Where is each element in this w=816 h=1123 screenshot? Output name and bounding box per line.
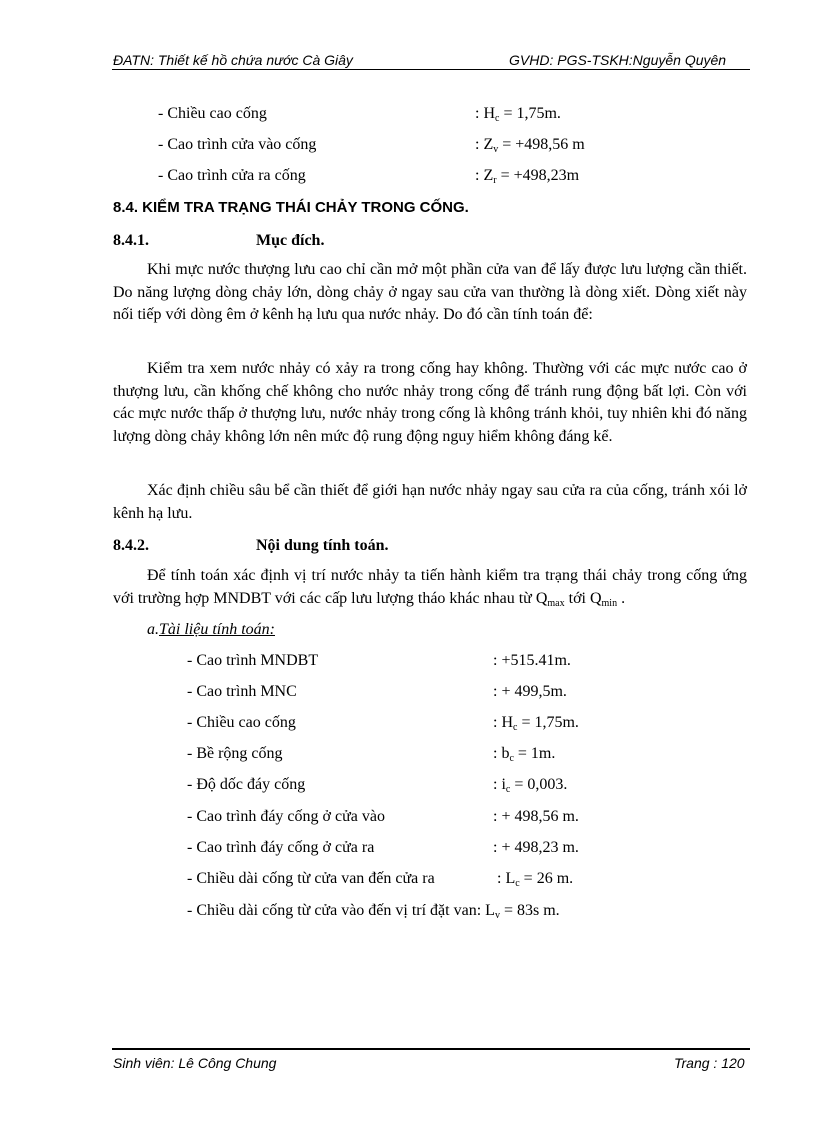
data-label: - Cao trình đáy cống ở cửa ra [187,839,375,856]
top-spec-value: : $Z_v = +498,56$ m [475,136,585,155]
footer-left: Sinh viên: Lê Công Chung [113,1055,277,1071]
subsection-number: 8.4.2. [113,537,149,554]
top-spec-label: - Chiều cao cống [158,105,267,122]
section-heading: 8.4. KIỂM TRA TRẠNG THÁI CHẢY TRONG CỐNG. [113,199,469,216]
data-label: - Cao trình MNDBT [187,652,319,669]
data-value: : $b_c = 1m$. [493,745,556,764]
data-value: : + 498,23 m. [493,839,579,856]
data-label: - Cao trình đáy cống ở cửa vào [187,808,385,825]
subsection-number: 8.4.1. [113,232,149,249]
paragraph: Kiểm tra xem nước nhảy có xảy ra trong cống hay không. Thường với các mực nước cao ở thượng lưu, cần khống chế không cho nước nhảy trong cống để tránh rung động bất lợi. Còn với các mực nước thấp ở thượng lưu, nước nhảy trong cống là không tránh khỏi, tuy nhiên khi đó năng lượng dòng chảy không lớn nên mức độ rung động nguy hiểm không đáng kể. [113,360,747,445]
data-label: - Bề rộng cống [187,745,283,762]
header-right: GVHD: PGS-TSKH:Nguyễn Quyên [509,52,727,68]
top-spec-value: : $Z_r = +498,23m$ [475,167,580,186]
sub-heading: a.Tài liệu tính toán: [147,621,275,638]
subsection-title: Nội dung tính toán. [256,537,389,554]
data-value: : $i_c = 0,003$. [493,776,568,795]
data-label: - Chiều cao cống [187,714,296,731]
data-value: : + 498,56 m. [493,808,579,825]
paragraph: Để tính toán xác định vị trí nước nhảy ta tiến hành kiểm tra trạng thái chảy trong cống ứng với trường hợp MNDBT với các cấp lưu lượng tháo khác nhau từ $Q_{max}$ tới $Q_{min}$ . [113,567,747,609]
paragraph: Xác định chiều sâu bể cần thiết để giới hạn nước nhảy ngay sau cửa ra của cống, tránh xói lở kênh hạ lưu. [113,482,747,522]
top-spec-value: : $H_c = 1,75m$. [475,105,561,124]
footer-rule [112,1048,750,1050]
data-value: : $L_c = 26$ m. [497,870,574,889]
data-label: - Chiều dài cống từ cửa van đến cửa ra [187,870,435,887]
data-value: : +515.41m. [493,652,571,669]
data-value: : + 499,5m. [493,683,567,700]
footer-page-number: Trang : 120 [674,1055,745,1071]
header-rule [112,69,750,70]
data-row-last: - Chiều dài cống từ cửa vào đến vị trí đặt van: $L_v = 83s$ m. [187,902,560,921]
paragraph: Khi mực nước thượng lưu cao chỉ cần mở một phần cửa van để lấy được lưu lượng cần thiết. Do năng lượng dòng chảy lớn, dòng chảy ở ngay sau cửa van thường là dòng xiết. Dòng xiết này nối tiếp với dòng êm ở kênh hạ lưu qua nước nhảy. Do đó cần tính toán để: [113,261,747,323]
top-spec-label: - Cao trình cửa ra cống [158,167,306,184]
data-label: - Độ dốc đáy cống [187,776,306,793]
header-left: ĐATN: Thiết kế hồ chứa nước Cà Giây [113,52,353,68]
data-value: : $H_c = 1,75m$. [493,714,579,733]
subsection-title: Mục đích. [256,232,325,249]
data-label: - Cao trình MNC [187,683,297,700]
top-spec-label: - Cao trình cửa vào cống [158,136,317,153]
